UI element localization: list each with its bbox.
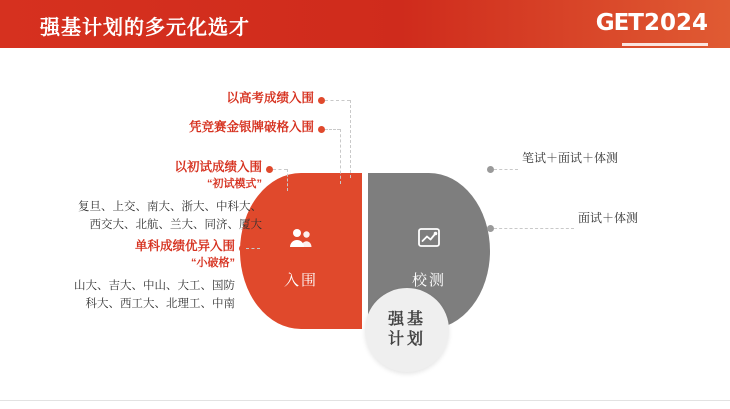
annotation-single-subject-title: 单科成绩优异入围 [134,239,235,253]
right-annotation-1-leader [494,169,518,170]
annotation-single-subject-leader [246,248,260,249]
center-circle-line2: 计划 [387,331,426,348]
annotation-prelim-body-line2: 西交大、北航、兰大、同济、厦大 [89,219,262,231]
right-annotation-2-leader [494,228,574,229]
page-title: 强基计划的多元化选才 [40,17,250,39]
annotation-prelim-body-line1: 复旦、上交、南大、浙大、中科大、 [78,201,262,213]
annotation-single-subject-dot [239,245,246,252]
annotation-prelim-leader-v [287,169,288,191]
annotation-competition-title: 凭竞赛金银牌破格入围 [188,120,314,134]
annotation-prelim [78,159,262,234]
brand-logo [596,8,708,38]
annotation-prelim-title: 以初试成绩入围 [174,160,262,174]
logo-year-text: 2024 [643,10,708,36]
annotation-competition-leader-v [340,129,341,184]
annotation-prelim-leader [273,169,287,170]
annotation-gaokao-leader-v [350,100,351,178]
segment-right-label: 校测 [411,272,446,289]
annotation-gaokao-leader [325,100,350,101]
semicircle-diagram [240,173,490,329]
logo-main-text: GET [595,10,643,36]
annotation-single-subject-body-line2: 科大、西工大、北理工、中南 [85,298,235,310]
annotation-gaokao [226,90,314,107]
chart-icon [368,227,490,254]
annotation-gaokao-dot [318,97,325,104]
right-annotation-2-dot [487,225,494,232]
slide-header [0,0,730,48]
center-circle [365,288,449,372]
center-circle-line1: 强基 [387,311,426,328]
segment-left-label: 入围 [283,272,318,289]
annotation-competition [189,119,314,136]
right-annotation-1-dot [487,166,494,173]
logo-underline [622,43,708,46]
annotation-single-subject-sub: “小破格” [191,257,235,269]
annotation-competition-dot [318,126,325,133]
annotation-gaokao-title: 以高考成绩入围 [226,91,314,105]
annotation-competition-leader [325,129,340,130]
right-annotation-1: 笔试＋面试＋体测 [522,151,619,165]
annotation-single-subject [74,238,235,313]
footer-divider [0,400,730,401]
annotation-prelim-dot [266,166,273,173]
annotation-prelim-sub: “初试模式” [207,178,262,190]
annotation-single-subject-body-line1: 山大、吉大、中山、大工、国防 [74,280,235,292]
right-annotation-2: 面试＋体测 [578,211,639,225]
